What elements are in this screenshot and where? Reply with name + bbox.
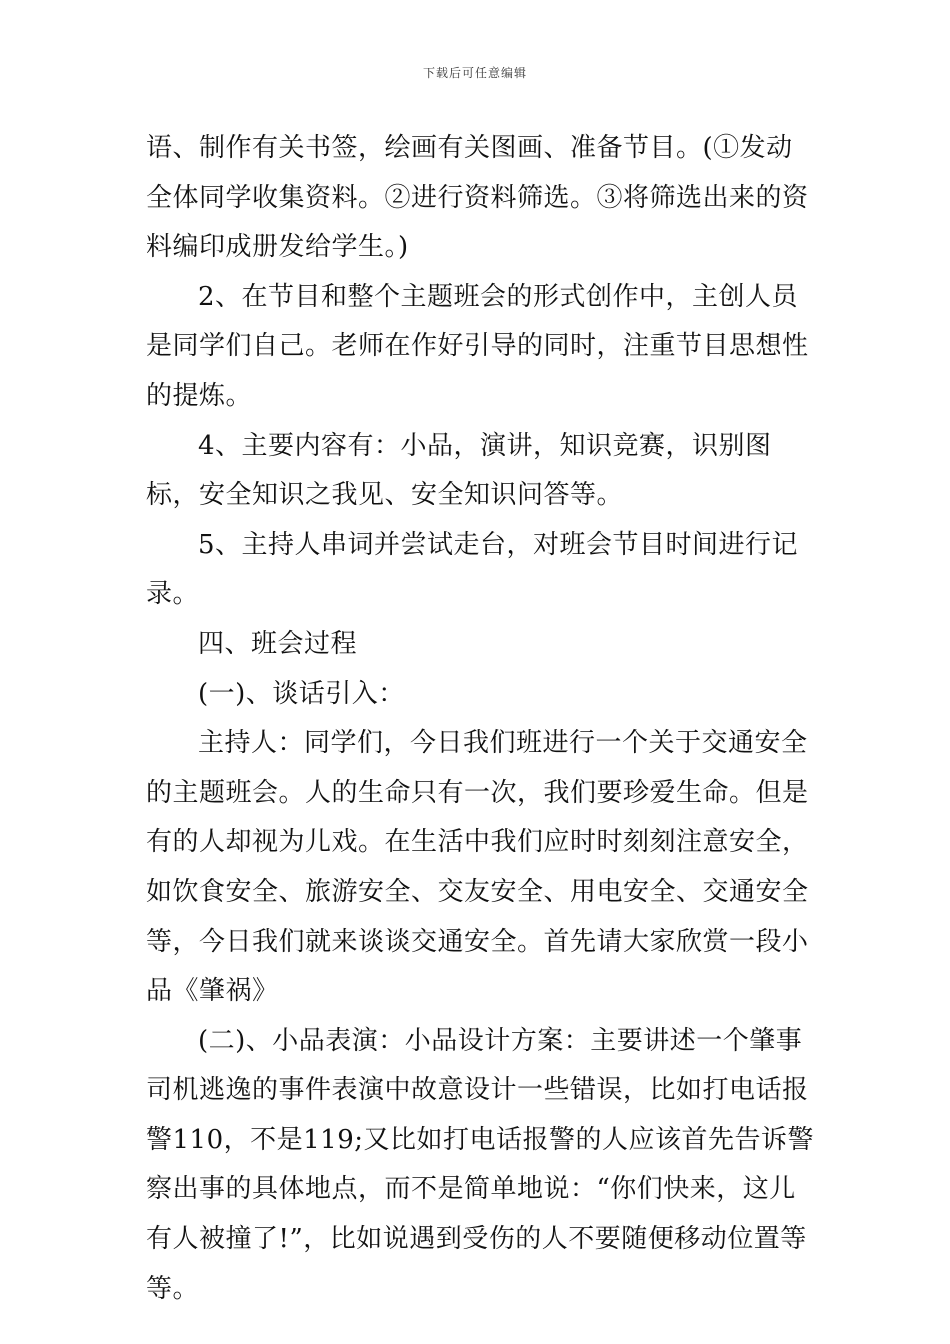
paragraph-2: 2、在节目和整个主题班会的形式创作中，主创人员是同学们自己。老师在作好引导的同时，注重节目思想性的提炼。 — [146, 281, 809, 411]
paragraph-sketch-plan: (二)、小品表演：小品设计方案：主要讲述一个肇事司机逃逸的事件表演中故意设计一些错误，比如打电话报警110，不是119;又比如打电话报警的人应该首先告诉警察出事的具体地点，而不是简单地说：“你们快来，这儿有人被撞了!”，比如说遇到受伤的人不要随便移动位置等等。 — [146, 1025, 815, 1304]
paragraph-4: 5、主持人串词并尝试走台，对班会节目时间进行记录。 — [146, 529, 799, 610]
paragraph-host-speech: 主持人：同学们，今日我们班进行一个关于交通安全的主题班会。人的生命只有一次，我们要珍爱生命。但是有的人却视为儿戏。在生活中我们应时时刻刻注意安全，如饮食安全、旅游安全、交友安全、用电安全、交通安全等，今日我们就来谈谈交通安全。首先请大家欣赏一段小品《肇祸》 — [146, 728, 809, 1007]
section-heading-4: 四、班会过程 — [198, 628, 358, 659]
paragraph-3: 4、主要内容有：小品，演讲，知识竞赛，识别图标，安全知识之我见、安全知识问答等。 — [146, 430, 772, 511]
document-body — [146, 124, 814, 1314]
page-header: 下载后可任意编辑 — [422, 66, 527, 80]
subsection-heading-1: (一)、谈话引入： — [198, 678, 405, 709]
paragraph-1: 语、制作有关书签，绘画有关图画、准备节目。(①发动全体同学收集资料。②进行资料筛选。③将筛选出来的资料编印成册发给学生。) — [146, 133, 809, 263]
